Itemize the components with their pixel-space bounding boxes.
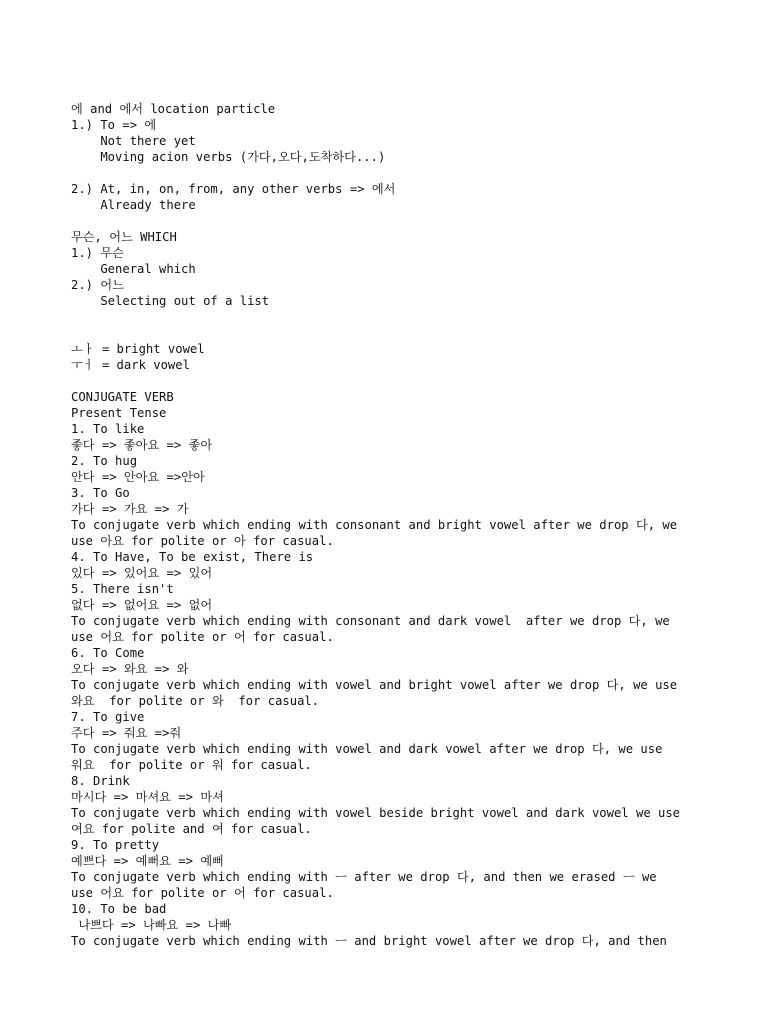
text-line: To conjugate verb which ending with consonant and dark vowel after we drop 다, we — [71, 614, 670, 628]
text-line: 워요 for polite or 워 for casual. — [71, 758, 312, 772]
text-line: 2.) 어느 — [71, 278, 124, 292]
blank-line — [71, 309, 731, 325]
text-line: 5. There isn't — [71, 582, 174, 596]
text-line: 가다 => 가요 => 가 — [71, 502, 189, 516]
text-line: 10. To be bad — [71, 902, 167, 916]
text-line: 9. To pretty — [71, 838, 160, 852]
text-line: 예쁘다 => 예뻐요 => 예뻐 — [71, 854, 224, 868]
text-line: 여요 for polite and 여 for casual. — [71, 822, 312, 836]
text-line: 4. To Have, To be exist, There is — [71, 550, 314, 564]
text-line: 7. To give — [71, 710, 145, 724]
text-line: Not there yet — [71, 134, 196, 148]
text-line: 주다 => 줘요 =>줘 — [71, 726, 182, 740]
text-line: use 어요 for polite or 어 for casual. — [71, 886, 334, 900]
text-line: 6. To Come — [71, 646, 145, 660]
text-line: use 어요 for polite or 어 for casual. — [71, 630, 334, 644]
text-line: Moving acion verbs (가다,오다,도착하다...) — [71, 150, 386, 164]
text-line: 좋다 => 좋아요 => 좋아 — [71, 438, 213, 452]
text-line: 에 and 에서 location particle — [71, 102, 276, 116]
blank-line — [71, 165, 731, 181]
text-line: 2.) At, in, on, from, any other verbs => 에서 — [71, 182, 396, 196]
blank-line — [71, 325, 731, 341]
text-line: Selecting out of a list — [71, 294, 270, 308]
text-line: Present Tense — [71, 406, 167, 420]
text-line: 있다 => 있어요 => 있어 — [71, 566, 213, 580]
text-line: 없다 => 없어요 => 없어 — [71, 598, 213, 612]
blank-line — [71, 213, 731, 229]
text-line: 나쁘다 => 나빠요 => 나빠 — [71, 918, 232, 932]
text-line: 무슨, 어느 WHICH — [71, 230, 177, 244]
text-line: ㅜㅓ = dark vowel — [71, 358, 190, 372]
text-line: ㅗㅏ = bright vowel — [71, 342, 205, 356]
text-line: 1. To like — [71, 422, 145, 436]
text-line: General which — [71, 262, 196, 276]
text-line: use 아요 for polite or 아 for casual. — [71, 534, 334, 548]
text-line: 안다 => 안아요 =>안아 — [71, 470, 205, 484]
text-line: To conjugate verb which ending with vowel and dark vowel after we drop 다, we use — [71, 742, 663, 756]
text-line: To conjugate verb which ending with vowel and bright vowel after we drop 다, we use — [71, 678, 678, 692]
text-line: To conjugate verb which ending with ㅡ and bright vowel after we drop 다, and then — [71, 934, 667, 948]
document-body — [71, 101, 731, 949]
text-line: Already there — [71, 198, 196, 212]
text-line: 2. To hug — [71, 454, 138, 468]
text-line: 1.) 무슨 — [71, 246, 124, 260]
text-line: 와요 for polite or 와 for casual. — [71, 694, 320, 708]
text-line: 오다 => 와요 => 와 — [71, 662, 189, 676]
text-line: To conjugate verb which ending with vowel beside bright vowel and dark vowel we use — [71, 806, 681, 820]
text-line: CONJUGATE VERB — [71, 390, 174, 404]
text-line: 8. Drink — [71, 774, 130, 788]
text-line: 마시다 => 마셔요 => 마셔 — [71, 790, 224, 804]
text-line: To conjugate verb which ending with consonant and bright vowel after we drop 다, we — [71, 518, 678, 532]
text-line: 1.) To => 에 — [71, 118, 157, 132]
text-line: To conjugate verb which ending with ㅡ after we drop 다, and then we erased ㅡ we — [71, 870, 657, 884]
text-line: 3. To Go — [71, 486, 130, 500]
blank-line — [71, 373, 731, 389]
